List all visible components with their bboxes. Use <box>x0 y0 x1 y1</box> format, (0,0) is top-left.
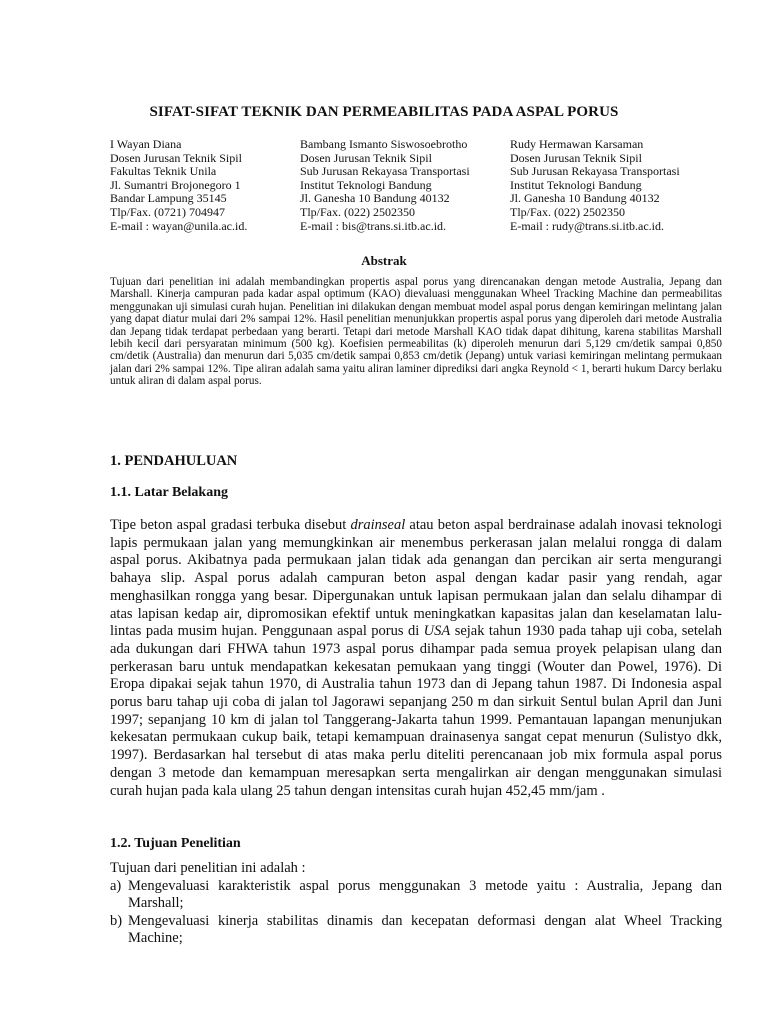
author-line: Bambang Ismanto Siswosoebrotho <box>300 137 468 151</box>
usa-term: USA <box>423 623 451 640</box>
author-line: Sub Jurusan Rekayasa Transportasi <box>510 164 680 179</box>
body-paragraph <box>110 517 722 800</box>
list-item-text: Mengevaluasi kinerja stabilitas dinamis dan kecepatan deformasi dengan alat Wheel Tracking Machine; <box>128 913 722 946</box>
author-line: Jl. Ganesha 10 Bandung 40132 <box>510 191 660 206</box>
author-line: Tlp/Fax. (0721) 704947 <box>110 204 225 219</box>
author-line: Jl. Sumantri Brojonegoro 1 <box>110 177 241 192</box>
abstract-text: Tujuan dari penelitian ini adalah membandingkan propertis aspal porus yang direncanakan dengan metode Australia, Jepang dan Marshall. Kinerja campuran pada kadar aspal optimum (KAO) dievaluasi menggunakan Wheel Tracking Machine dan permeabilitas menggunakan uji simulasi curah hujan. Penelitian ini dilakukan dengan membuat model aspal porus dengan kemiringan melintang jalan yang dapat diatur mulai dari 2% sampai 12%. Hasil penelitian menunjukkan propertis aspal porus yang diperoleh dari metode Australia dan Jepang tidak terdapat perbedaan yang berarti. Tetapi dari metode Marshall KAO tidak dapat dihitung, karena stabilitas Marshall lebih kecil dari persyaratan minimum (500 kg). Koefisien permeabilitas (k) diperoleh menurun dari 5,129 cm/detik sampai 0,850 cm/detik (Australia) dan menurun dari 5,035 cm/detik sampai 0,853 cm/detik (Jepang) untuk variasi kemiringan melintang permukaan jalan dari 2% sampai 12%. Tipe aliran adalah sama yaitu aliran laminer diprediksi dari angka Reynold < 1, berarti hukum Darcy berlaku untuk aliran di dalam aspal porus. <box>110 276 722 388</box>
list-item <box>110 913 722 947</box>
author-line: Tlp/Fax. (022) 2502350 <box>300 204 415 219</box>
tujuan-list <box>110 878 722 948</box>
paragraph-text: Tipe beton aspal gradasi terbuka disebut <box>110 517 351 533</box>
subsection-heading-latar-belakang: 1.1. Latar Belakang <box>110 485 228 500</box>
author-line: Dosen Jurusan Teknik Sipil <box>510 150 642 165</box>
author-1 <box>110 138 247 233</box>
drainseal-term: drainseal <box>350 517 406 533</box>
author-line: Tlp/Fax. (022) 2502350 <box>510 204 625 219</box>
author-line: I Wayan Diana <box>110 137 182 151</box>
author-email: E-mail : wayan@unila.ac.id. <box>110 218 248 233</box>
author-line: Rudy Hermawan Karsaman <box>510 137 644 151</box>
subsection-heading-tujuan-penelitian: 1.2. Tujuan Penelitian <box>110 836 241 851</box>
author-2 <box>300 138 470 233</box>
author-line: Dosen Jurusan Teknik Sipil <box>300 150 432 165</box>
author-line: Bandar Lampung 35145 <box>110 191 227 206</box>
list-item <box>110 878 722 912</box>
author-line: Jl. Ganesha 10 Bandung 40132 <box>300 191 450 206</box>
author-line: Fakultas Teknik Unila <box>110 164 217 179</box>
tujuan-intro: Tujuan dari penelitian ini adalah : <box>110 860 306 876</box>
author-line: Institut Teknologi Bandung <box>300 177 432 192</box>
author-line: Dosen Jurusan Teknik Sipil <box>110 150 242 165</box>
paper-title: SIFAT-SIFAT TEKNIK DAN PERMEABILITAS PADA ASPAL PORUS <box>149 104 619 120</box>
author-line: Institut Teknologi Bandung <box>510 177 642 192</box>
author-line: Sub Jurusan Rekayasa Transportasi <box>300 164 470 179</box>
author-3 <box>510 138 680 233</box>
author-email: E-mail : rudy@trans.si.itb.ac.id. <box>510 218 665 233</box>
paragraph-text: atau beton aspal berdrainase adalah inovasi teknologi lapis permukaan jalan yang memungkinkan air menembus perkerasan jalan melalui rongga di dalam aspal porus. Akibatnya pada permukaan jalan tidak ada genangan dan percikan air serta mengurangi bahaya slip. Aspal porus adalah campuran beton aspal dengan kadar pasir yang rendah, agar menghasilkan rongga yang besar. Dipergunakan untuk lapisan permukaan jalan dan selalu dihampar di atas lapisan kedap air, dipromosikan efektif untuk meningkatkan kapasitas jalan dan keselamatan lalu-lintas pada musim hujan. Penggunaan aspal porus di <box>110 517 722 640</box>
list-marker: b) <box>110 913 123 929</box>
author-email: E-mail : bis@trans.si.itb.ac.id. <box>300 218 447 233</box>
list-item-text: Mengevaluasi karakteristik aspal porus menggunakan 3 metode yaitu : Australia, Jepang dan Marshall; <box>128 878 722 911</box>
list-marker: a) <box>110 878 122 894</box>
section-heading-pendahuluan: 1. PENDAHULUAN <box>110 453 238 469</box>
paragraph-text: sejak tahun 1930 pada tahap uji coba, setelah ada dukungan dari FHWA tahun 1973 aspal porus dihampar pada semua proyek pelapisan ulang dan perkerasan baru untuk mendapatkan kekesatan pemukaan yang tinggi (Wouter dan Powel, 1976). Di Eropa dipakai sejak tahun 1970, di Australia tahun 1973 dan di Jepang tahun 1987. Di Indonesia aspal porus baru tahap uji coba di jalan tol Jagorawi sepanjang 250 m dan sirkuit Sentul bulan April dan Juni 1997; sepanjang 10 km di jalan tol Tanggerang-Jakarta tahun 1999. Pemantauan lapangan menunjukan kekesatan permukaan cukup baik, tetapi kemampuan drainasenya sangat cepat menurun (Sulistyo dkk, 1997). Berdasarkan hal tersebut di atas maka perlu diteliti perencanaan job mix formula aspal porus dengan 3 metode dan kemampuan meresapkan serta mengalirkan air dengan menggunakan simulasi curah hujan pada kala ulang 25 tahun dengan intensitas curah hujan 452,45 mm/jam . <box>110 623 722 799</box>
abstract-heading: Abstrak <box>361 253 407 268</box>
